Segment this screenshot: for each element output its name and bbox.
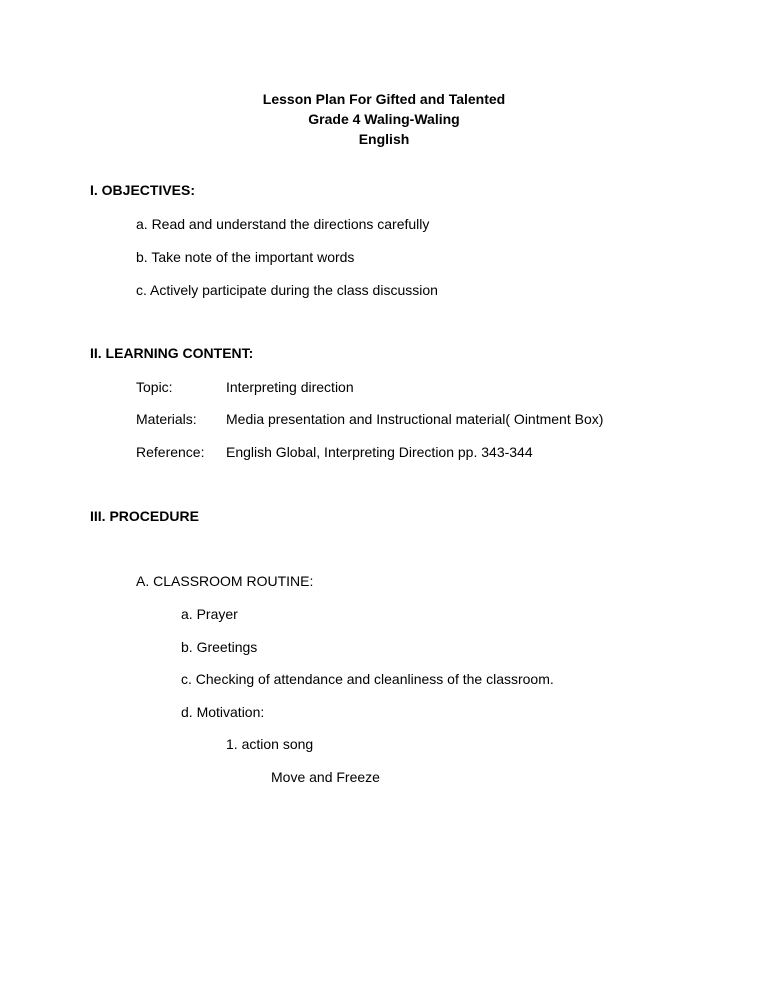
objective-item: b. Take note of the important words bbox=[136, 249, 355, 265]
content-label: Materials: bbox=[136, 411, 197, 427]
grade-section: Grade 4 Waling-Waling bbox=[308, 111, 460, 127]
content-value: English Global, Interpreting Direction pp. 343-344 bbox=[226, 444, 533, 460]
content-value: Media presentation and Instructional material( Ointment Box) bbox=[226, 411, 604, 427]
objective-item: a. Read and understand the directions carefully bbox=[136, 216, 430, 232]
objective-item: c. Actively participate during the class discussion bbox=[136, 282, 438, 298]
content-value: Interpreting direction bbox=[226, 379, 354, 395]
document-title: Lesson Plan For Gifted and Talented bbox=[262, 91, 506, 107]
learning-content-heading: II. LEARNING CONTENT: bbox=[90, 345, 254, 361]
motivation-item: 1. action song bbox=[226, 736, 314, 752]
routine-item: d. Motivation: bbox=[181, 704, 265, 720]
routine-item: a. Prayer bbox=[181, 606, 238, 622]
routine-item: c. Checking of attendance and cleanliness of the classroom. bbox=[181, 671, 554, 687]
subject-title: English bbox=[358, 131, 410, 147]
routine-item: b. Greetings bbox=[181, 639, 258, 655]
content-label: Topic: bbox=[136, 379, 173, 395]
song-title: Move and Freeze bbox=[271, 769, 380, 785]
objectives-heading: I. OBJECTIVES: bbox=[90, 182, 196, 198]
classroom-routine-heading: A. CLASSROOM ROUTINE: bbox=[136, 573, 314, 589]
content-label: Reference: bbox=[136, 444, 205, 460]
procedure-heading: III. PROCEDURE bbox=[90, 508, 199, 524]
